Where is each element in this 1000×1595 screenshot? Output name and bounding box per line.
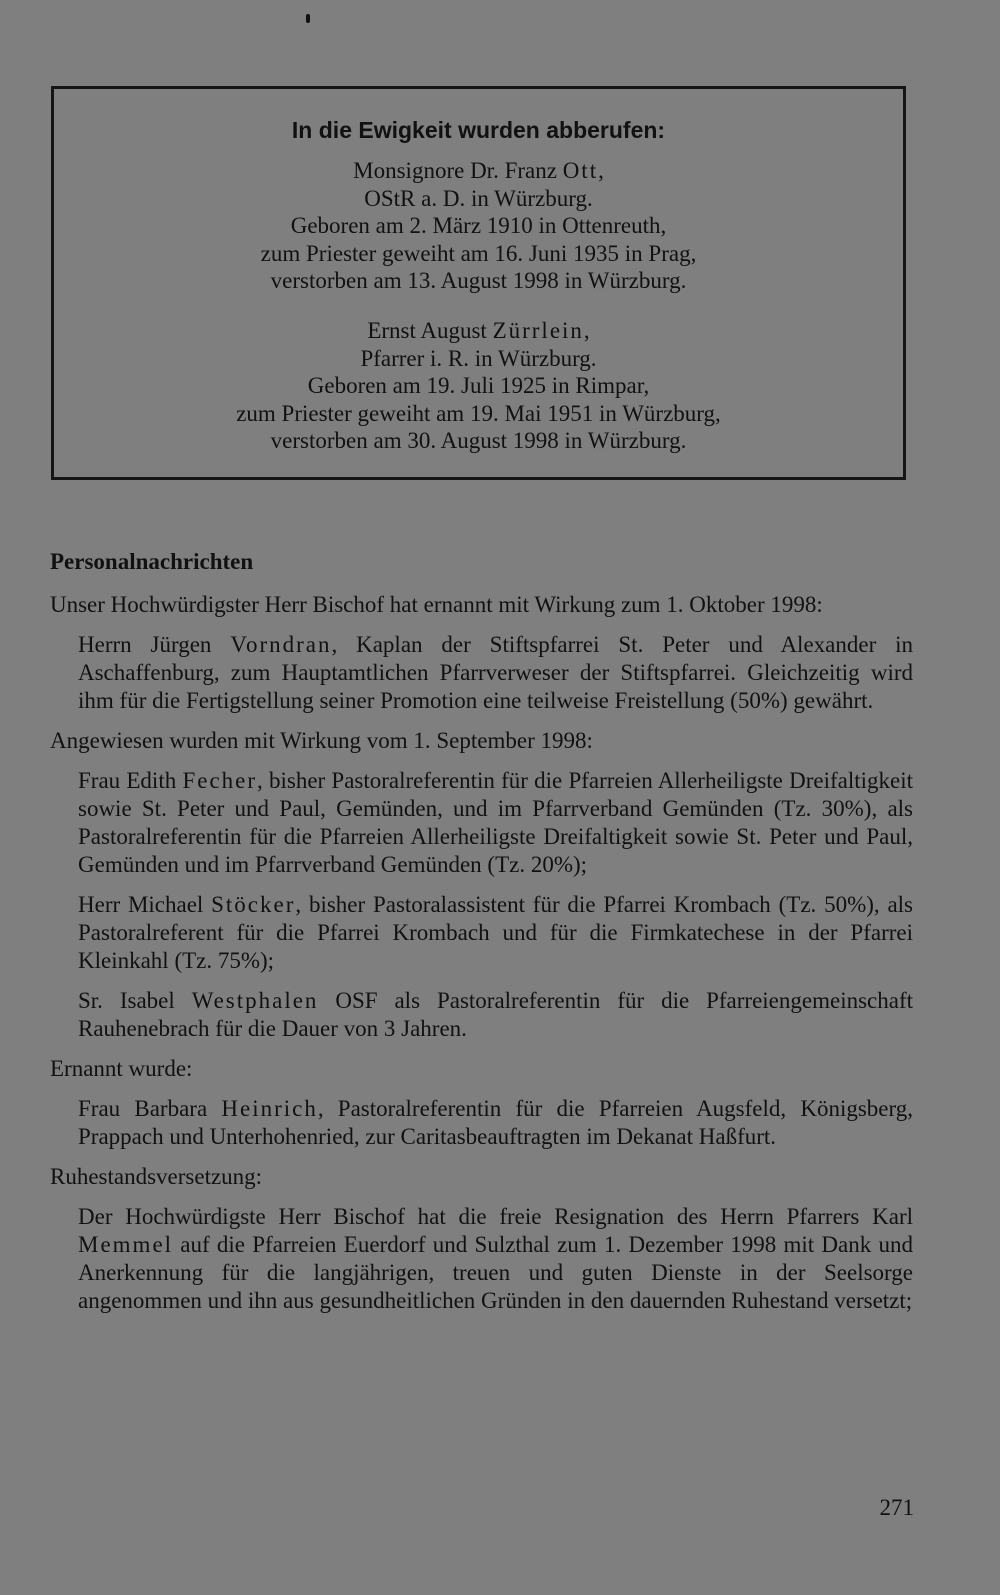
obituary-death-line: verstorben am 30. August 1998 in Würzburg.: [270, 428, 687, 453]
appointment-entry: [50, 891, 913, 975]
person-name: Vorndran: [230, 632, 332, 657]
obituary-given-name: Ernst August: [367, 318, 487, 343]
obituary-surname: Ott: [562, 158, 599, 183]
obituary-entry: [54, 317, 903, 455]
obituary-ordination-line: zum Priester geweiht am 16. Juni 1935 in Prag,: [260, 240, 697, 266]
entry-prefix: Herrn Jürgen: [78, 632, 212, 657]
entry-prefix: Frau Edith: [78, 768, 177, 793]
obituary-title-line: OStR a. D. in Würzburg.: [364, 185, 593, 211]
personnel-news-body: [50, 591, 913, 1327]
person-name: Westphalen: [191, 988, 319, 1013]
person-name: Fecher: [182, 768, 258, 793]
entry-prefix: Der Hochwürdigste Herr Bischof hat die freie Resignation des Herrn Pfarrers Karl: [78, 1204, 913, 1229]
obituary-name-line: Monsignore Dr. Franz Ott,: [353, 158, 604, 183]
entry-text: , Kaplan der Stiftspfarrei St. Peter und Alexander in Aschaffenburg, zum Hauptamtlichen Pfarrverweser der Stiftspfarrei. Gleichzeitig wird ihm für die Fertigstellung seiner Promotion eine teilweise Freistellung (50%) gewährt.: [78, 632, 913, 713]
obituary-box: [51, 86, 906, 480]
entry-text: , Pastoralreferentin für die Pfarreien Augsfeld, Königsberg, Prappach und Unterhohenried, zur Caritasbeauftragten im Dekanat Haßfurt.: [78, 1096, 913, 1149]
obituary-birth-line: Geboren am 19. Juli 1925 in Rimpar,: [307, 373, 650, 398]
obituary-surname: Zürrlein: [492, 318, 584, 343]
print-speck: [306, 14, 310, 23]
person-name: Memmel: [78, 1232, 174, 1257]
person-name: Stöcker: [211, 892, 296, 917]
obituary-box-title: In die Ewigkeit wurden abberufen:: [291, 117, 666, 143]
entry-text: , bisher Pastoralassistent für die Pfarrei Krombach (Tz. 50%), als Pastoralreferent für die Pfarrei Krombach und für die Firmkatechese in der Pfarrei Kleinkahl (Tz. 75%);: [78, 892, 914, 973]
entry-text: auf die Pfarreien Euerdorf und Sulzthal zum 1. Dezember 1998 mit Dank und Anerkennung für die langjährigen, treuen und guten Dienste in der Seelsorge angenommen und ihn aus gesundheitlichen Gründen in den dauernden Ruhestand versetzt;: [78, 1232, 913, 1313]
page-number: 271: [879, 1495, 914, 1520]
lead-paragraph: Ruhestandsversetzung:: [50, 1164, 263, 1189]
lead-paragraph: Angewiesen wurden mit Wirkung vom 1. September 1998:: [50, 728, 593, 753]
lead-paragraph: Ernannt wurde:: [50, 1056, 193, 1081]
entry-prefix: Herr Michael: [78, 892, 204, 917]
entry-prefix: Frau Barbara: [78, 1096, 208, 1121]
obituary-title-line: Pfarrer i. R. in Würzburg.: [360, 345, 597, 371]
obituary-entry: [54, 157, 903, 295]
obituary-death-line: verstorben am 13. August 1998 in Würzburg.: [270, 268, 687, 293]
entry-text: , bisher Pastoralreferentin für die Pfarreien Allerheiligste Dreifaltigkeit sowie St. Peter und Paul, Gemünden, und im Pfarrverband Gemünden (Tz. 30%), als Pastoralreferentin für die Pfarreien Allerheiligste Dreifaltigkeit sowie St. Peter und Paul, Gemünden und im Pfarrverband Gemünden (Tz. 20%);: [78, 768, 913, 877]
entry-text: OSF als Pastoralreferentin für die Pfarreiengemeinschaft Rauhenebrach für die Dauer von 3 Jahren.: [78, 988, 913, 1041]
obituary-birth-line: Geboren am 2. März 1910 in Ottenreuth,: [290, 213, 667, 238]
appointment-entry: [50, 1095, 913, 1151]
retirement-entry: [50, 1203, 913, 1315]
appointment-entry: [50, 631, 913, 715]
appointment-entry: [50, 767, 913, 879]
appointment-entry: [50, 987, 913, 1043]
person-name: Heinrich: [221, 1096, 318, 1121]
obituary-ordination-line: zum Priester geweiht am 19. Mai 1951 in Würzburg,: [236, 400, 721, 426]
entry-prefix: Sr. Isabel: [78, 988, 175, 1013]
lead-paragraph: Unser Hochwürdigster Herr Bischof hat ernannt mit Wirkung zum 1. Oktober 1998:: [50, 592, 823, 617]
obituary-given-name: Monsignore Dr. Franz: [353, 158, 557, 183]
section-heading: Personalnachrichten: [50, 549, 254, 574]
obituary-name-line: Ernst August Zürrlein,: [367, 318, 590, 343]
